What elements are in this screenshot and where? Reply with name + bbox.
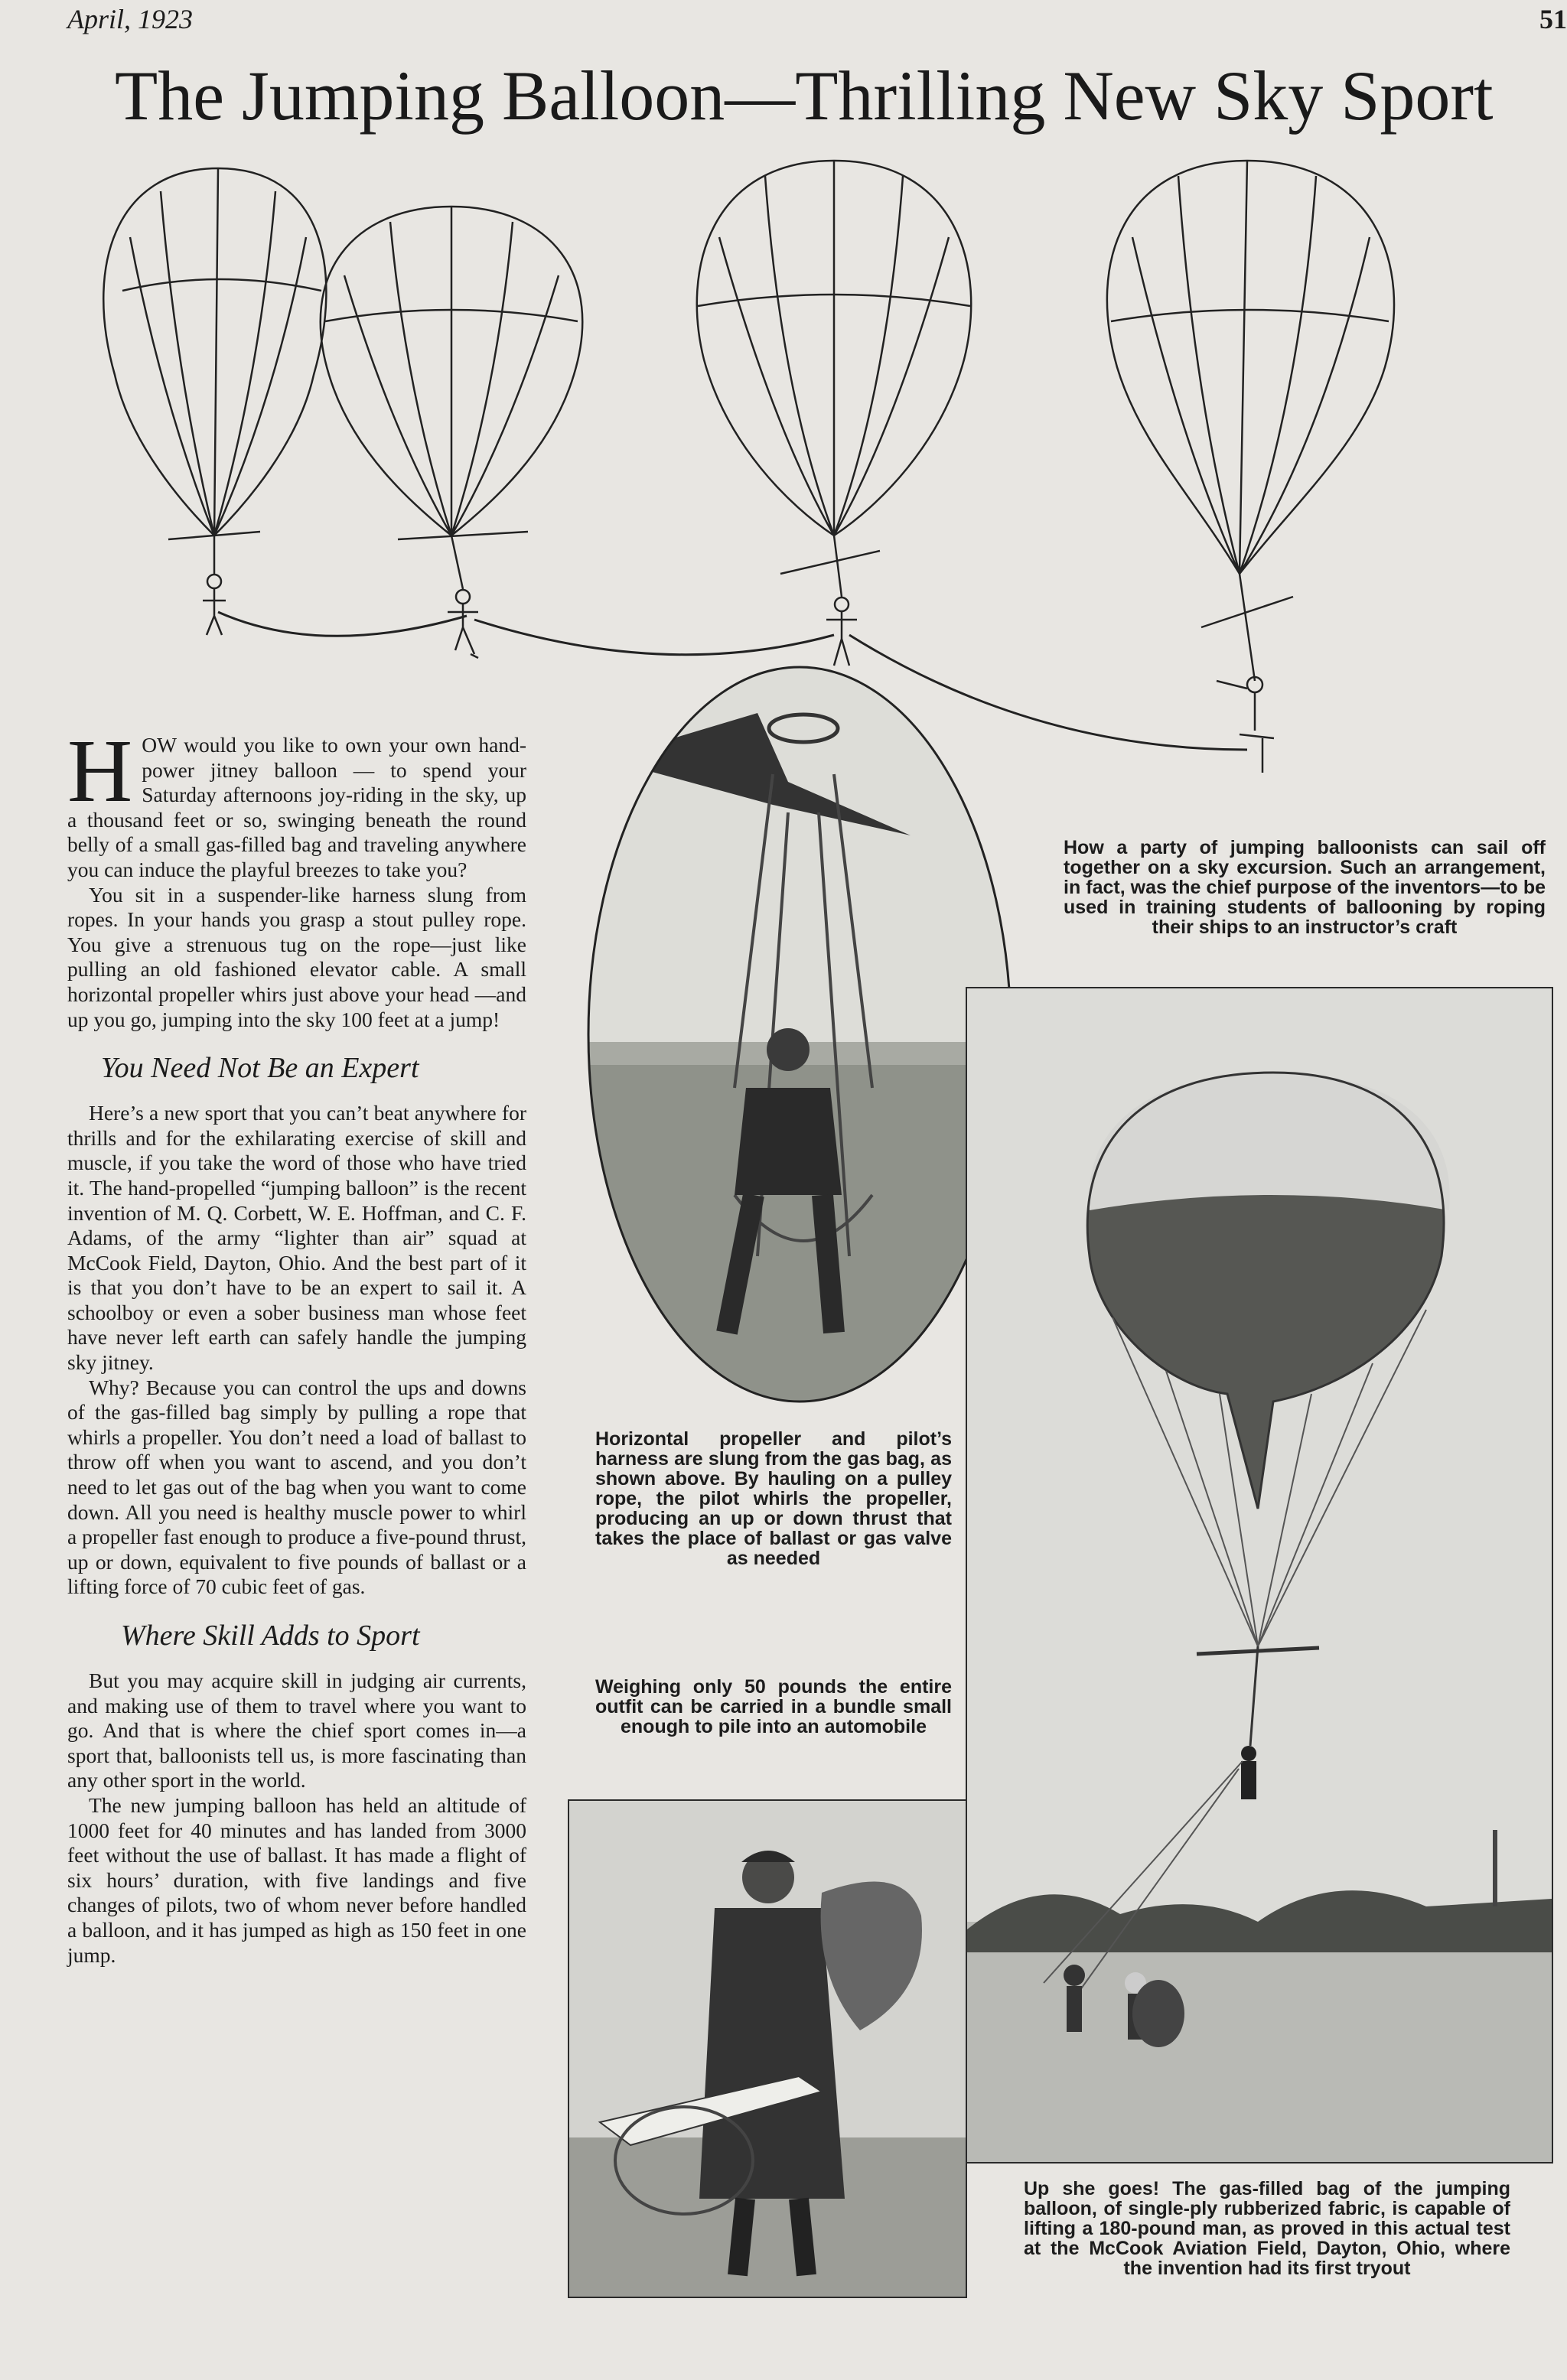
intro-paragraph: OW would you like to own your own hand-power jitney balloon — to spend your Saturday afternoons joy-riding in the sky, up a thousand feet or so, swinging beneath the round belly of a small gas-filled bag and traveling anywhere you can induce the playful breezes to take you?	[67, 733, 526, 881]
balloon-2	[321, 207, 582, 658]
section-heading-expert: You Need Not Be an Expert	[101, 1052, 419, 1085]
caption-harness: Horizontal propeller and pilot’s harness are slung from the gas bag, as shown above. By hauling on a pulley rope, the pilot whirls the propeller, producing an up or down thrust that takes the place of ballast or gas valve as needed	[595, 1428, 952, 1569]
balloon-3	[697, 161, 971, 666]
ascent-photo	[966, 987, 1553, 2163]
page-number: 51	[1539, 4, 1567, 34]
ascent-photo-art	[967, 988, 1552, 2162]
caption-party: How a party of jumping balloonists can sail off together on a sky excursion. Such an arrangement, in fact, was the chief purpose of the inventors—to be used in training students of ballooning by roping their ships to an instructor’s craft	[1064, 837, 1546, 938]
article-body	[67, 721, 526, 1968]
caption-weight: Weighing only 50 pounds the entire outfit can be carried in a bundle small enough to pile into an automobile	[595, 1676, 952, 1737]
bundle-photo-art	[569, 1801, 966, 2297]
section-heading-skill: Where Skill Adds to Sport	[121, 1620, 420, 1652]
issue-date: April, 1923	[67, 4, 194, 34]
balloon-4	[1107, 161, 1394, 773]
drop-cap: H	[67, 721, 133, 821]
body-paragraph-2: You sit in a suspender-like harness slung from ropes. In your hands you grasp a stout pulley rope. You give a strenuous tug on the rope—just like pulling an old fashioned elevator cable. A small horizontal propeller whirs just above your head —and up you go, jumping into the sky 100 feet at a jump!	[67, 882, 526, 1031]
balloon-1	[103, 168, 326, 635]
body-paragraph-4: Why? Because you can control the ups and downs of the gas-filled bag simply by pulling a rope that whirls a propeller. You don’t need a load of ballast to throw off when you want to ascend, and you don’t need to let gas out of the bag when you want to come down. All you need is healthy muscle power to whirl a propeller fast enough to produce a five-pound thrust, up or down, equivalent to five pounds of ballast or a lifting force of 70 cubic feet of gas.	[67, 1375, 526, 1599]
body-paragraph-3: Here’s a new sport that you can’t beat anywhere for thrills and for the exhilarating exercise of skill and muscle, if you take the word of those who have tried it. The hand-propelled “jumping balloon” is the recent invention of M. Q. Corbett, W. E. Hoffman, and C. F. Adams, of the army “lighter than air” squad at McCook Field, Dayton, Ohio. And the best part of it is that you don’t have to be an expert to sail it. A schoolboy or even a sober business man whose feet have never left earth can safely handle the jumping sky jitney.	[67, 1101, 526, 1375]
bundle-photo	[568, 1799, 967, 2298]
body-paragraph-5: But you may acquire skill in judging air currents, and making use of them to travel where you want to go. And that is where the chief sport comes in—a sport that, balloonists tell us, is more fascinating than any other sport in the world.	[67, 1669, 526, 1792]
body-paragraph-6: The new jumping balloon has held an altitude of 1000 feet for 40 minutes and has landed from 3000 feet without the use of ballast. It has made a flight of six hours’ duration, with five landings and five changes of pilots, two of whom never before handled a balloon, and it has jumped as high as 150 feet in one jump.	[67, 1792, 526, 1967]
article-title: The Jumping Balloon—Thrilling New Sky Sport	[115, 57, 1494, 135]
caption-ascent: Up she goes! The gas-filled bag of the jumping balloon, of single-ply rubberized fabric, is capable of lifting a 180-pound man, as proved in this actual test at the McCook Aviation Field, Dayton, Ohio, where the invention had its first tryout	[1024, 2178, 1510, 2279]
harness-photo-oval	[582, 659, 1018, 1409]
